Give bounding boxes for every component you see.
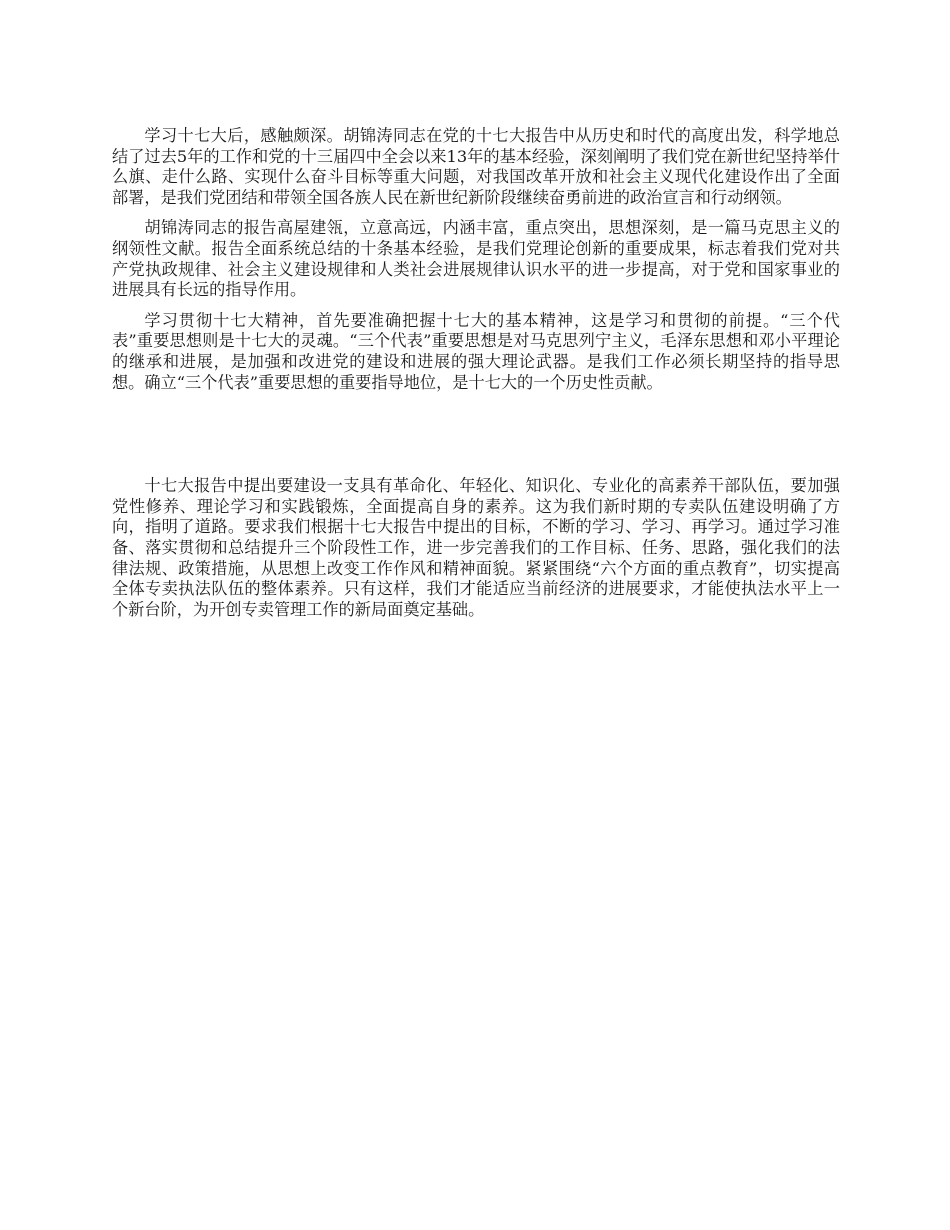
paragraph-3: 学习贯彻十七大精神，首先要准确把握十七大的基本精神，这是学习和贯彻的前提。“三个代表”重要思想则是十七大的灵魂。“三个代表”重要思想是对马克思列宁主义，毛泽东思想和邓小平理论的继承和进展，是加强和改进党的建设和进展的强大理论武器。是我们工作必须长期坚持的指导思想。确立“三个代表”重要思想的重要指导地位，是十七大的一个历史性贡献。 bbox=[112, 310, 840, 392]
document-body bbox=[112, 126, 840, 620]
paragraph-4: 十七大报告中提出要建设一支具有革命化、年轻化、知识化、专业化的高素养干部队伍，要加强党性修养、理论学习和实践锻炼，全面提高自身的素养。这为我们新时期的专卖队伍建设明确了方向，指明了道路。要求我们根据十七大报告中提出的目标，不断的学习、学习、再学习。通过学习准备、落实贯彻和总结提升三个阶段性工作，进一步完善我们的工作目标、任务、思路，强化我们的法律法规、政策措施，从思想上改变工作作风和精神面貌。紧紧围绕“六个方面的重点教育”，切实提高全体专卖执法队伍的整体素养。只有这样，我们才能适应当前经济的进展要求，才能使执法水平上一个新台阶，为开创专卖管理工作的新局面奠定基础。 bbox=[112, 476, 840, 619]
paragraph-2: 胡锦涛同志的报告高屋建瓴，立意高远，内涵丰富，重点突出，思想深刻，是一篇马克思主义的纲领性文献。报告全面系统总结的十条基本经验，是我们党理论创新的重要成果，标志着我们党对共产党执政规律、社会主义建设规律和人类社会进展规律认识水平的进一步提高，对于党和国家事业的进展具有长远的指导作用。 bbox=[112, 218, 840, 300]
paragraph-1: 学习十七大后，感触颇深。胡锦涛同志在党的十七大报告中从历史和时代的高度出发，科学地总结了过去5年的工作和党的十三届四中全会以来13年的基本经验，深刻阐明了我们党在新世纪坚持举什么旗、走什么路、实现什么奋斗目标等重大问题，对我国改革开放和社会主义现代化建设作出了全面部署，是我们党团结和带领全国各族人民在新世纪新阶段继续奋勇前进的政治宣言和行动纲领。 bbox=[112, 126, 840, 207]
